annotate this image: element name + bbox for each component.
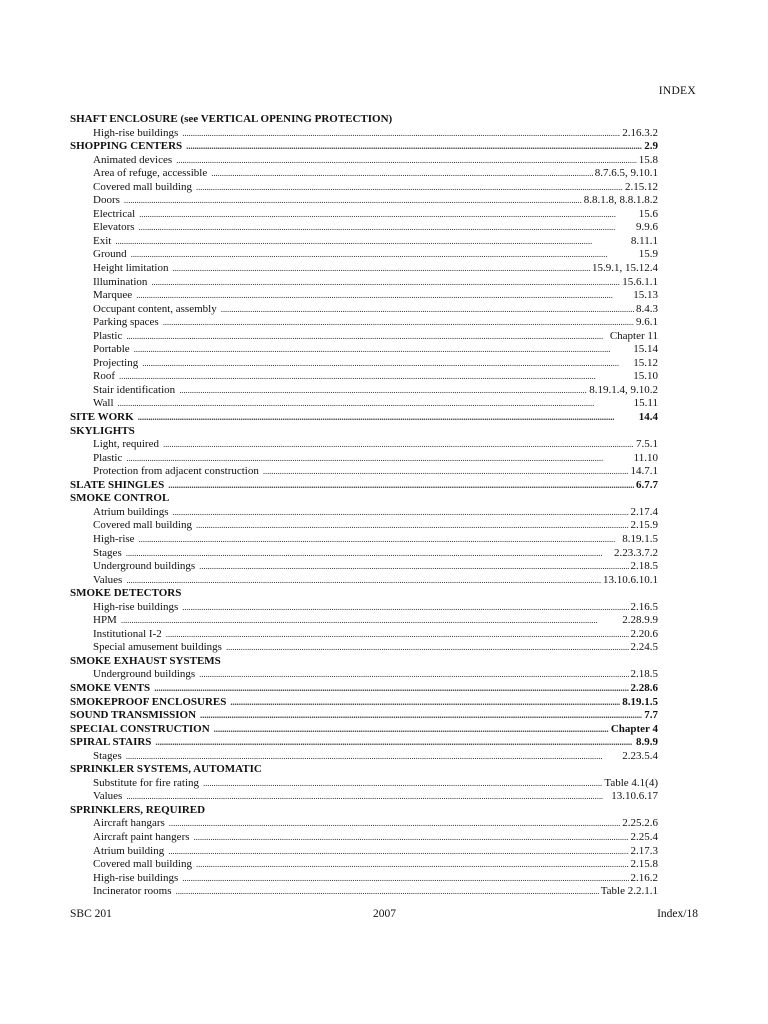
dot-leader	[131, 248, 637, 262]
entry-reference: 2.18.5	[630, 560, 658, 573]
entry-term: Covered mall building	[93, 858, 192, 871]
entry-reference: 15.9	[638, 248, 658, 261]
dot-leader	[134, 343, 632, 357]
entry-term: Atrium building	[93, 844, 165, 857]
entry-reference: 15.6	[638, 207, 658, 220]
entry-term: Occupant content, assembly	[93, 302, 217, 315]
index-subentry	[70, 262, 658, 276]
entry-reference: 15.6.1.1	[622, 275, 658, 288]
dot-leader	[196, 181, 623, 195]
entry-reference: 2.18.5	[630, 668, 658, 681]
index-subentry	[70, 465, 658, 479]
entry-reference: 2.15.12	[625, 180, 658, 193]
index-subentry	[70, 519, 658, 533]
index-subentry	[70, 154, 658, 168]
dot-leader	[166, 628, 629, 642]
dot-leader	[200, 709, 642, 723]
index-subentry	[70, 547, 658, 561]
dot-leader	[124, 194, 582, 208]
entry-reference: 2.9	[644, 140, 658, 153]
entry-reference: 2.15.9	[630, 519, 658, 532]
entry-reference: 15.13	[633, 289, 658, 302]
index-heading	[70, 723, 658, 737]
entry-term: Parking spaces	[93, 316, 159, 329]
page-header: INDEX	[658, 85, 696, 97]
index-subentry	[70, 438, 658, 452]
entry-reference: 2.17.3	[630, 844, 658, 857]
entry-term: SMOKEPROOF ENCLOSURES	[70, 695, 227, 708]
entry-reference: 2.23.3.7.2	[614, 546, 658, 559]
entry-term: Portable	[93, 343, 130, 356]
dot-leader	[199, 560, 628, 574]
entry-term: Values	[93, 573, 123, 586]
dot-leader	[186, 140, 642, 154]
index-subentry	[70, 831, 658, 845]
entry-reference: 8.19.1.4, 9.10.2	[589, 383, 658, 396]
index-subentry	[70, 194, 658, 208]
index-subentry	[70, 790, 658, 804]
entry-term: SPRINKLER SYSTEMS, AUTOMATIC	[70, 763, 262, 776]
entry-reference: Chapter 11	[609, 329, 658, 342]
dot-leader	[126, 790, 609, 804]
entry-term: Covered mall building	[93, 519, 192, 532]
index-subentry	[70, 357, 658, 371]
dot-leader	[126, 547, 612, 561]
entry-reference: 7.7	[644, 709, 658, 722]
index-subentry	[70, 885, 658, 899]
index-subentry	[70, 628, 658, 642]
entry-term: SPRINKLERS, REQUIRED	[70, 803, 206, 816]
index-heading	[70, 140, 658, 154]
index-subentry	[70, 248, 658, 262]
dot-leader	[169, 817, 620, 831]
dot-leader	[118, 397, 632, 411]
entry-reference: 8.4.3	[636, 302, 658, 315]
index-heading	[70, 492, 658, 506]
index-subentry	[70, 276, 658, 290]
entry-reference: 8.11.1	[630, 234, 658, 247]
index-heading	[70, 696, 658, 710]
entry-reference: 15.9.1, 15.12.4	[592, 262, 658, 275]
entry-term: Stages	[93, 546, 122, 559]
entry-term: Animated devices	[93, 153, 173, 166]
index-subentry	[70, 343, 658, 357]
entry-reference: 15.11	[633, 397, 658, 410]
entry-term: Electrical	[93, 207, 136, 220]
entry-term: High-rise	[93, 532, 135, 545]
entry-reference: 2.20.6	[630, 627, 658, 640]
entry-term: Roof	[93, 370, 115, 383]
dot-leader	[226, 641, 629, 655]
entry-term: SMOKE VENTS	[70, 681, 151, 694]
entry-reference: 8.7.6.5, 9.10.1	[594, 167, 658, 180]
index-subentry	[70, 397, 658, 411]
entry-reference: 15.14	[633, 343, 658, 356]
dot-leader	[119, 370, 631, 384]
entry-term: SKYLIGHTS	[70, 424, 135, 437]
entry-term: Plastic	[93, 329, 123, 342]
dot-leader	[230, 696, 620, 710]
dot-leader	[139, 208, 637, 222]
dot-leader	[121, 614, 620, 628]
index-subentry	[70, 601, 658, 615]
dot-leader	[172, 506, 628, 520]
index-subentry	[70, 817, 658, 831]
entry-term: SHOPPING CENTERS	[70, 140, 183, 153]
dot-leader	[214, 723, 609, 737]
entry-term: Aircraft paint hangers	[93, 830, 190, 843]
entry-reference: 15.12	[633, 356, 658, 369]
index-subentry	[70, 208, 658, 222]
entry-term: Protection from adjacent construction	[93, 465, 259, 478]
entry-reference: 7.5.1	[636, 438, 658, 451]
dot-leader	[139, 221, 634, 235]
dot-leader	[142, 357, 631, 371]
dot-leader	[221, 303, 634, 317]
dot-leader	[203, 777, 602, 791]
entry-term: Aircraft hangars	[93, 817, 165, 830]
entry-reference: 13.10.6.10.1	[603, 573, 658, 586]
dot-leader	[196, 858, 629, 872]
dot-leader	[182, 127, 620, 141]
entry-term: Underground buildings	[93, 560, 196, 573]
dot-leader	[151, 276, 620, 290]
index-subentry	[70, 303, 658, 317]
footer-code: SBC 201	[70, 908, 112, 920]
entry-term: Atrium buildings	[93, 505, 169, 518]
index-subentry	[70, 221, 658, 235]
dot-leader	[211, 167, 593, 181]
footer-page-number: Index/18	[657, 908, 698, 920]
entry-term: Underground buildings	[93, 668, 196, 681]
entry-term: SPIRAL STAIRS	[70, 736, 152, 749]
dot-leader	[154, 682, 628, 696]
entry-term: Light, required	[93, 438, 159, 451]
page-footer	[70, 908, 698, 922]
entry-term: SOUND TRANSMISSION	[70, 709, 197, 722]
index-subentry	[70, 750, 658, 764]
index-subentry	[70, 777, 658, 791]
entry-reference: 2.16.5	[630, 600, 658, 613]
dot-leader	[199, 668, 628, 682]
index-subentry	[70, 127, 658, 141]
dot-leader	[263, 465, 629, 479]
dot-leader	[126, 452, 631, 466]
index-subentry	[70, 668, 658, 682]
entry-term: Incinerator rooms	[93, 885, 172, 898]
index-heading	[70, 587, 658, 601]
entry-term: High-rise buildings	[93, 600, 179, 613]
entry-reference: 14.4	[638, 411, 658, 424]
entry-term: Exit	[93, 234, 112, 247]
entry-term: High-rise buildings	[93, 126, 179, 139]
entry-term: Values	[93, 790, 123, 803]
entry-reference: 2.25.4	[630, 830, 658, 843]
index-subentry	[70, 289, 658, 303]
entry-reference: 14.7.1	[630, 465, 658, 478]
entry-term: SPECIAL CONSTRUCTION	[70, 722, 210, 735]
entry-term: SITE WORK	[70, 411, 134, 424]
entry-term: Stages	[93, 749, 122, 762]
dot-leader	[163, 438, 634, 452]
entry-term: Substitute for fire rating	[93, 776, 200, 789]
index-subentry	[70, 235, 658, 249]
dot-leader	[155, 736, 634, 750]
entry-reference: 2.16.2	[630, 871, 658, 884]
entry-term: SMOKE CONTROL	[70, 492, 170, 505]
dot-leader	[138, 411, 637, 425]
index-heading	[70, 709, 658, 723]
index-heading	[70, 113, 658, 127]
entry-term: Height limitation	[93, 262, 169, 275]
footer-year: 2007	[372, 908, 396, 920]
index-heading	[70, 425, 658, 439]
dot-leader	[194, 831, 629, 845]
index-subentry	[70, 845, 658, 859]
index-subentry	[70, 872, 658, 886]
entry-reference: Table 2.2.1.1	[600, 885, 658, 898]
entry-term: High-rise buildings	[93, 871, 179, 884]
entry-term: Institutional I-2	[93, 627, 162, 640]
entry-reference: 2.28.6	[630, 681, 658, 694]
entry-reference: 2.17.4	[630, 505, 658, 518]
dot-leader	[139, 533, 621, 547]
entry-reference: 2.15.8	[630, 858, 658, 871]
dot-leader	[136, 289, 631, 303]
entry-reference: 15.8	[638, 153, 658, 166]
entry-reference: 13.10.6.17	[611, 790, 658, 803]
index-heading	[70, 736, 658, 750]
entry-term: Illumination	[93, 275, 148, 288]
entry-reference: 2.28.9.9	[622, 614, 658, 627]
dot-leader	[176, 885, 599, 899]
index-subentry	[70, 452, 658, 466]
entry-term: Plastic	[93, 451, 123, 464]
index-list	[70, 113, 658, 899]
entry-reference: 15.10	[633, 370, 658, 383]
dot-leader	[168, 845, 628, 859]
entry-reference: 2.24.5	[630, 641, 658, 654]
entry-term: SMOKE EXHAUST SYSTEMS	[70, 654, 221, 667]
entry-reference: 8.19.1.5	[622, 695, 658, 708]
index-subentry	[70, 370, 658, 384]
entry-term: SLATE SHINGLES	[70, 478, 165, 491]
entry-reference: 9.9.6	[636, 221, 658, 234]
entry-reference: 8.8.1.8, 8.8.1.8.2	[583, 194, 658, 207]
dot-leader	[115, 235, 629, 249]
index-subentry	[70, 181, 658, 195]
index-subentry	[70, 858, 658, 872]
dot-leader	[182, 601, 628, 615]
index-subentry	[70, 614, 658, 628]
entry-reference: 2.16.3.2	[622, 126, 658, 139]
index-subentry	[70, 316, 658, 330]
entry-reference: 2.23.5.4	[622, 749, 658, 762]
entry-term: Covered mall building	[93, 180, 192, 193]
entry-term: Stair identification	[93, 383, 176, 396]
dot-leader	[168, 479, 634, 493]
index-heading	[70, 411, 658, 425]
entry-term: Wall	[93, 397, 114, 410]
index-subentry	[70, 167, 658, 181]
dot-leader	[176, 154, 637, 168]
entry-term: SMOKE DETECTORS	[70, 587, 182, 600]
entry-term: Ground	[93, 248, 127, 261]
entry-term: Elevators	[93, 221, 135, 234]
entry-reference: 9.6.1	[636, 316, 658, 329]
index-subentry	[70, 384, 658, 398]
entry-reference: Chapter 4	[610, 722, 658, 735]
entry-term: SHAFT ENCLOSURE (see VERTICAL OPENING PROTECTION)	[70, 113, 393, 125]
dot-leader	[179, 384, 587, 398]
index-heading	[70, 655, 658, 669]
entry-term: HPM	[93, 614, 117, 627]
entry-reference: 8.19.1.5	[622, 532, 658, 545]
index-heading	[70, 682, 658, 696]
dot-leader	[196, 519, 629, 533]
index-heading	[70, 804, 658, 818]
index-subentry	[70, 560, 658, 574]
entry-reference: 8.9.9	[636, 736, 658, 749]
dot-leader	[172, 262, 590, 276]
dot-leader	[182, 872, 628, 886]
index-heading	[70, 479, 658, 493]
dot-leader	[163, 316, 634, 330]
entry-reference: Table 4.1(4)	[604, 776, 658, 789]
dot-leader	[126, 574, 601, 588]
index-subentry	[70, 641, 658, 655]
entry-term: Doors	[93, 194, 120, 207]
index-subentry	[70, 533, 658, 547]
entry-term: Marquee	[93, 289, 133, 302]
dot-leader	[126, 750, 621, 764]
index-heading	[70, 763, 658, 777]
index-subentry	[70, 330, 658, 344]
entry-reference: 2.25.2.6	[622, 817, 658, 830]
entry-term: Projecting	[93, 356, 139, 369]
index-subentry	[70, 506, 658, 520]
entry-reference: 6.7.7	[636, 478, 658, 491]
index-subentry	[70, 574, 658, 588]
entry-reference: 11.10	[633, 451, 658, 464]
entry-term: Special amusement buildings	[93, 641, 222, 654]
dot-leader	[126, 330, 607, 344]
entry-term: Area of refuge, accessible	[93, 167, 208, 180]
